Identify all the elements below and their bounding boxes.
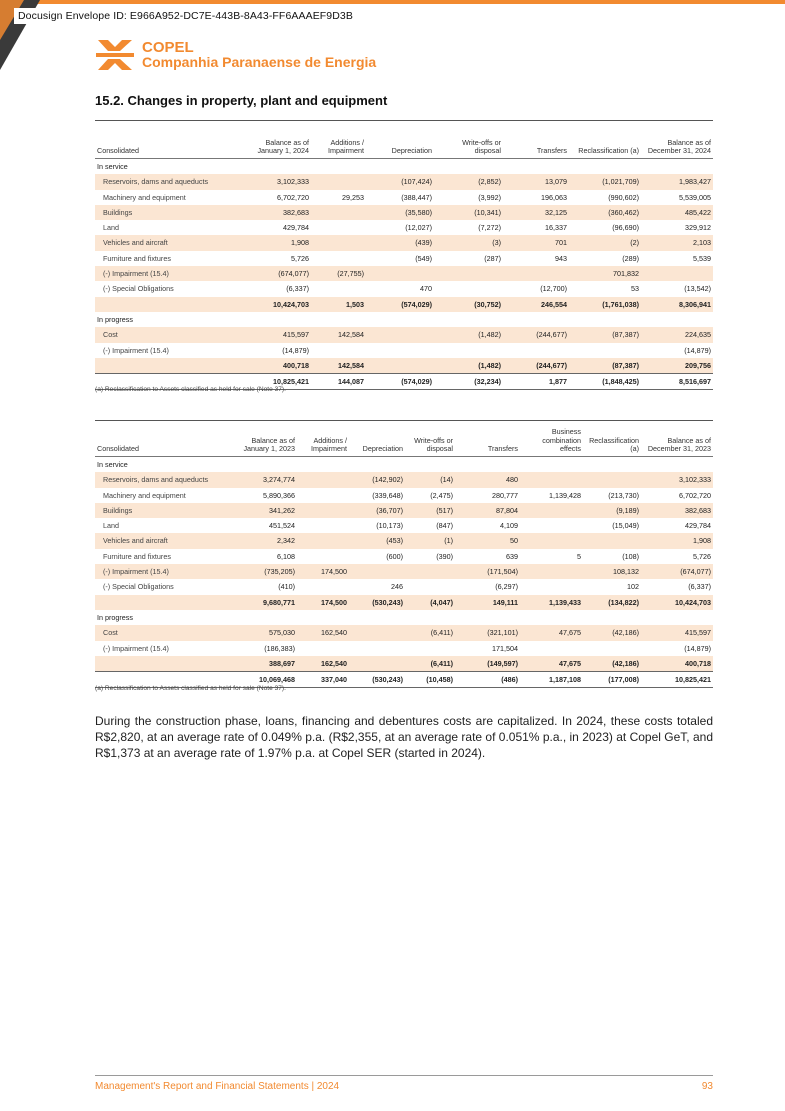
table-cell [311,174,366,189]
column-header: Balance as of December 31, 2024 [647,137,711,156]
table-cell: 87,804 [455,503,520,518]
table-cell: (186,383) [264,643,295,653]
table-cell: 415,597 [247,327,311,342]
table-cell [569,343,641,358]
table-cell: 400,718 [247,358,311,374]
row-label: Cost [95,327,247,342]
table-cell: 1,139,433 [520,595,583,610]
table-cell: (486) [455,672,520,688]
table-cell: 1,139,428 [549,490,581,500]
column-header: Reclassification (a) [578,146,639,156]
table-cell [311,281,366,296]
subtotal-row [95,358,713,374]
table-cell: (453) [349,533,405,548]
table-row [95,266,713,281]
table-cell: 6,702,720 [679,490,711,500]
row-label [95,297,247,312]
table-cell: (2,852) [434,174,503,189]
row-label: (-) Impairment (15.4) [95,266,247,281]
table-cell: (14,879) [684,345,711,355]
page-number: 93 [701,1081,713,1092]
table-cell [311,220,366,235]
group-header-row [95,159,713,175]
table-cell: 10,424,703 [641,595,713,610]
table-row [95,190,713,205]
table-cell: (10,458) [405,672,455,688]
table-cell: (15,049) [612,521,639,531]
table-cell: 280,777 [492,490,518,500]
table-cell [297,641,349,656]
group-header-row [95,610,713,625]
table-cell: 209,756 [641,358,713,374]
table-cell: (12,700) [540,284,567,294]
table-cell [434,343,503,358]
table-cell [297,549,349,564]
table-cell [349,625,405,640]
table-cell: 382,683 [641,503,713,518]
table-cell: (530,243) [349,595,405,610]
table-cell: 16,337 [545,223,567,233]
row-label: Reservoirs, dams and aqueducts [95,472,237,487]
table-cell [366,327,434,342]
table-cell: (530,243) [349,672,405,688]
table-cell: (1,761,038) [569,297,641,312]
table-cell: 53 [631,284,639,294]
column-header: Transfers [536,146,567,156]
row-label: Land [103,521,119,531]
table-cell [366,358,434,374]
table-cell [583,533,641,548]
table-cell: (410) [278,582,295,592]
column-header: Write-offs or disposal [414,435,453,454]
table-cell: 1,983,427 [641,174,713,189]
table-cell: (388,447) [401,192,432,202]
table-row [95,625,713,640]
table-cell: (42,186) [583,625,641,640]
table-cell [311,235,366,250]
row-label: Machinery and equipment [103,490,186,500]
table-cell: 171,504 [492,643,518,653]
table-cell: 1,908 [247,235,311,250]
row-label: Furniture and fixtures [103,551,171,561]
table-cell: (1,482) [434,327,503,342]
table-cell: 29,253 [342,192,364,202]
table-cell [405,564,455,579]
table-cell: (4,047) [405,595,455,610]
footer-report-title: Management's Report and Financial Statements | 2024 [95,1081,340,1092]
table-cell: (390) [436,551,453,561]
row-label: Vehicles and aircraft [95,235,247,250]
table-cell [520,533,583,548]
row-label: Cost [95,625,237,640]
table-cell: (107,424) [366,174,434,189]
top-accent-bar [0,0,785,4]
table-cell: 451,524 [269,521,295,531]
table-cell: (87,387) [569,327,641,342]
table-cell [297,579,349,594]
table-cell: 2,103 [641,235,713,250]
table-cell: 142,584 [311,358,366,374]
table-cell: (6,337) [286,284,309,294]
table-cell: (735,205) [237,564,297,579]
subtotal-row [95,595,713,610]
table-cell: (289) [622,253,639,263]
row-label: Reservoirs, dams and aqueducts [95,174,247,189]
table-cell: 162,540 [297,656,349,672]
table-cell: 47,675 [520,625,583,640]
table-cell: (36,707) [349,503,405,518]
capitalized-costs-paragraph: During the construction phase, loans, financing and debentures costs are capitalized. In 2024, these costs totaled R$2,820, at an average rate of 0.049% p.a. (R$2,355, at an average rate of 0.051% p.a., in 2023) at Copel GeT, and R$1,373 at an average rate of 1.97% p.a. at Copel SER (started in 2024). [95,714,713,760]
table-cell [583,472,641,487]
table-cell: (439) [366,235,434,250]
table-cell: 144,087 [311,374,366,390]
table-cell: (244,677) [503,358,569,374]
table-cell: (10,173) [376,521,403,531]
table-cell: (990,602) [608,192,639,202]
table-row [95,174,713,189]
table-cell: 142,584 [311,327,366,342]
group-label: In progress [97,612,133,622]
table-cell: (171,504) [455,564,520,579]
table-cell: 10,069,468 [237,672,297,688]
table-cell: 8,516,697 [641,374,713,390]
table-cell [297,488,349,503]
table-cell: (42,186) [583,656,641,672]
table-cell: (14) [405,472,455,487]
table-cell: (9,189) [583,503,641,518]
table-cell: 5,539 [693,253,711,263]
table-cell: 1,908 [641,533,713,548]
column-header: Transfers [487,444,518,454]
row-label [95,358,247,374]
table-header-row [95,421,713,457]
row-label: (-) Special Obligations [103,582,174,592]
table-cell: (12,027) [405,223,432,233]
row-label [95,595,237,610]
table-cell [311,343,366,358]
table-cell: 3,102,333 [641,472,713,487]
table-cell: 5,539,005 [679,192,711,202]
row-label: (-) Impairment (15.4) [103,643,169,653]
table-cell: 3,274,774 [237,472,297,487]
table-row [95,251,713,266]
subtotal-row [95,297,713,312]
table-cell: (321,101) [455,625,520,640]
table-header-row [95,121,713,159]
row-label [95,656,237,672]
table-cell: 1,503 [311,297,366,312]
table-cell: (674,077) [641,564,713,579]
table-row [95,564,713,579]
table-row [95,327,713,342]
table-cell: 6,702,720 [277,192,309,202]
table-cell: 575,030 [237,625,297,640]
group-label: In service [97,162,128,171]
row-label: Machinery and equipment [103,192,186,202]
table-cell: 174,500 [297,595,349,610]
table-row [95,343,713,358]
table-cell: 149,111 [455,595,520,610]
table-cell: 10,825,421 [247,374,311,390]
table-cell: 196,063 [541,192,567,202]
subtotal-row [95,656,713,672]
table-cell: 6,108 [277,551,295,561]
table-cell [520,472,583,487]
logo-line1: COPEL [142,39,194,56]
table-cell: 382,683 [247,205,311,220]
ppe-changes-table-2023 [95,420,713,688]
table-cell [349,656,405,672]
row-label: Land [103,223,119,233]
copel-logo [96,38,376,72]
column-header: Consolidated [97,146,139,156]
table-cell: 174,500 [297,564,349,579]
column-header: Balance as of January 1, 2024 [257,137,309,156]
table-cell: 701 [503,235,569,250]
table-cell: (108) [622,551,639,561]
column-header: Depreciation [391,146,432,156]
table-cell: (1,848,425) [569,374,641,390]
table-cell [297,533,349,548]
column-header: Write-offs or disposal [462,137,501,156]
table-row [95,533,713,548]
table-cell: 5,890,366 [263,490,295,500]
logo-line2: Companhia Paranaense de Energia [142,54,377,70]
table-cell: (549) [415,253,432,263]
table-cell: (96,690) [612,223,639,233]
table-cell: (32,234) [434,374,503,390]
table-cell: 246 [391,582,403,592]
table-cell: 480 [455,472,520,487]
row-label: (-) Impairment (15.4) [103,345,169,355]
table-cell: 10,424,703 [247,297,311,312]
table-cell [405,641,455,656]
table-cell: (30,752) [434,297,503,312]
table-cell: (1,021,709) [569,174,641,189]
table-cell: (3,992) [478,192,501,202]
row-label: Buildings [95,503,237,518]
table-cell [520,641,583,656]
table-cell: (339,648) [372,490,403,500]
table-cell: 337,040 [297,672,349,688]
group-header-row [95,457,713,473]
table-cell: 341,262 [237,503,297,518]
table-cell: 102 [627,582,639,592]
row-label: Buildings [95,205,247,220]
table-cell [520,564,583,579]
section-title: 15.2. Changes in property, plant and equipment [95,93,388,108]
table-cell: (149,597) [455,656,520,672]
table-cell: 8,306,941 [641,297,713,312]
table-cell: (6,337) [688,582,711,592]
table-cell: 388,697 [237,656,297,672]
table-cell: (847) [436,521,453,531]
column-header: Reclassification (a) [589,435,639,454]
table-row [95,641,713,656]
table-cell [311,205,366,220]
table-cell: 5 [577,551,581,561]
row-label: (-) Impairment (15.4) [95,564,237,579]
table-cell: (87,387) [569,358,641,374]
table-cell: (6,411) [405,656,455,672]
table-row [95,220,713,235]
table-cell [503,266,569,281]
table-cell: 9,680,771 [237,595,297,610]
table-cell: 4,109 [500,521,518,531]
table-cell: (134,822) [583,595,641,610]
table-cell: 10,825,421 [641,672,713,688]
table-row [95,503,713,518]
table-cell [583,641,641,656]
table-row [95,281,713,296]
table-cell: (1) [405,533,455,548]
table-row [95,205,713,220]
table-cell: (674,077) [247,266,311,281]
table-cell: (360,462) [569,205,641,220]
table-cell: (13,542) [684,284,711,294]
table-cell: (7,272) [478,223,501,233]
table-cell: (287) [484,253,501,263]
table-row [95,488,713,503]
table-cell: 400,718 [641,656,713,672]
table-cell: (244,677) [503,327,569,342]
table-cell: 470 [420,284,432,294]
column-header: Depreciation [362,444,403,454]
group-label: In progress [97,314,133,324]
table-cell: 701,832 [569,266,641,281]
table-cell: 108,132 [583,564,641,579]
table-2023-note: (a) Reclassification to Assets classified as held for sale (Note 37). [95,685,286,692]
table-cell: (177,008) [583,672,641,688]
table-cell: 485,422 [641,205,713,220]
table-cell: 1,187,108 [520,672,583,688]
table-cell: (2,475) [430,490,453,500]
table-cell: 5,726 [693,551,711,561]
table-cell: (517) [405,503,455,518]
table-cell: (3) [434,235,503,250]
column-header: Additions / Impairment [311,435,347,454]
table-2024-note: (a) Reclassification to Assets classified as held for sale (Note 37). [95,386,286,393]
table-cell: 47,675 [520,656,583,672]
table-cell: (14,879) [282,345,309,355]
column-header: Business combination effects [542,427,581,454]
table-cell: (2) [569,235,641,250]
table-cell: (27,755) [311,266,366,281]
table-cell: 246,554 [503,297,569,312]
table-cell [349,564,405,579]
table-cell: 429,784 [283,223,309,233]
table-cell: (6,411) [405,625,455,640]
table-cell [520,579,583,594]
table-cell: (574,029) [366,374,434,390]
table-cell: 50 [455,533,520,548]
table-cell: (142,902) [349,472,405,487]
group-header-row [95,312,713,327]
table-cell [366,266,434,281]
table-cell [434,266,503,281]
table-cell: 329,912 [685,223,711,233]
table-cell [434,281,503,296]
table-cell: (213,730) [608,490,639,500]
table-cell: (14,879) [684,643,711,653]
table-row [95,472,713,487]
table-cell: 224,635 [641,327,713,342]
table-cell: (6,297) [495,582,518,592]
table-cell: (10,341) [434,205,503,220]
table-cell: 5,726 [291,253,309,263]
table-cell: 429,784 [685,521,711,531]
table-cell: 943 [555,253,567,263]
column-header: Balance as of December 31, 2023 [647,435,711,454]
table-cell: (1,482) [434,358,503,374]
row-label: (-) Special Obligations [103,284,174,294]
envelope-id: Docusign Envelope ID: E966A952-DC7E-443B-8A43-FF6AAAEF9D3B [14,8,359,24]
table-cell [405,579,455,594]
table-cell [641,266,713,281]
table-cell: 162,540 [297,625,349,640]
table-cell: 13,079 [503,174,569,189]
ppe-changes-table-2024 [95,120,713,390]
table-cell [297,472,349,487]
table-cell [520,503,583,518]
copel-logo-icon [96,38,134,72]
column-header: Additions / Impairment [328,137,364,156]
table-cell: (600) [386,551,403,561]
table-row [95,579,713,594]
column-header: Consolidated [97,444,139,454]
row-label: Furniture and fixtures [103,253,171,263]
table-cell: 415,597 [641,625,713,640]
table-cell [349,641,405,656]
table-cell [520,518,583,533]
table-cell: 3,102,333 [247,174,311,189]
table-cell: (35,580) [366,205,434,220]
table-cell [311,251,366,266]
table-cell [297,518,349,533]
table-cell [503,343,569,358]
table-cell: 32,125 [503,205,569,220]
table-cell: (574,029) [366,297,434,312]
table-row [95,518,713,533]
table-cell [297,503,349,518]
footer-divider [95,1075,713,1076]
table-row [95,549,713,564]
table-cell [366,343,434,358]
table-cell: 639 [506,551,518,561]
column-header: Balance as of January 1, 2023 [243,435,295,454]
table-cell: 1,877 [503,374,569,390]
table-row [95,235,713,250]
table-cell: 2,342 [237,533,297,548]
group-label: In service [97,460,128,469]
row-label: Vehicles and aircraft [95,533,237,548]
